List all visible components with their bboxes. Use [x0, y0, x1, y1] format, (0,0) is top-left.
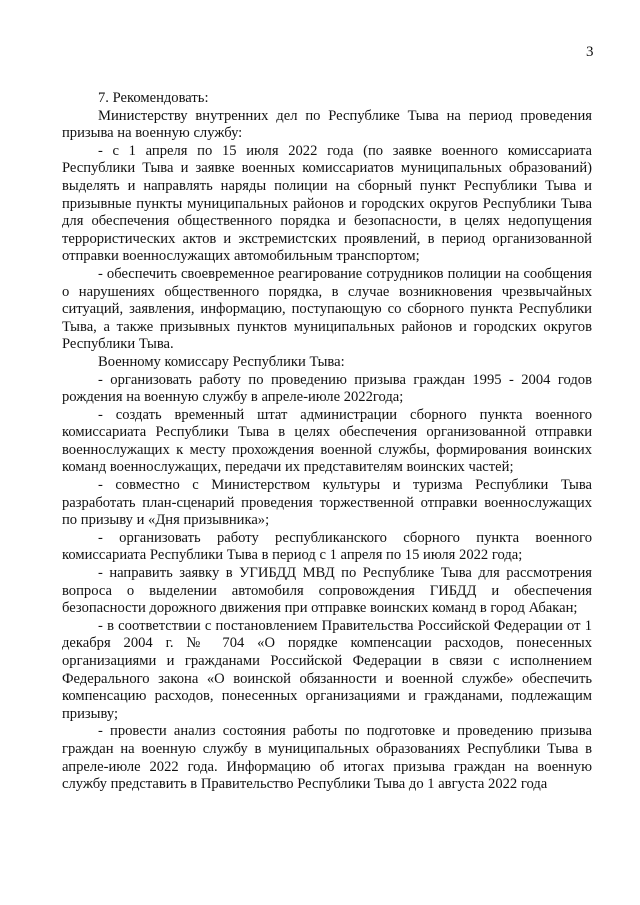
- paragraph-item: - организовать работу по проведению призыва граждан 1995 - 2004 годов рождения на военную службу в апреле-июле 2022года;: [62, 371, 592, 406]
- paragraph-item: - в соответствии с постановлением Правительства Российской Федерации от 1 декабря 2004 г. № 704 «О порядке компенсации расходов, понесенных организациями и гражданами Российской Федерации в связи с исполнением Федерального закона «О воинской обязанности и военной службе» обеспечить компенсацию расходов, понесенных организациями и гражданами, подлежащим призыву;: [62, 617, 592, 722]
- paragraph-item: - создать временный штат администрации сборного пункта военного комиссариата Республики Тыва в целях обеспечения организованной отправки военнослужащих к месту прохождения военной службы, формирования воинских команд военнослужащих, передачи их представителям воинских частей;: [62, 406, 592, 476]
- section-heading: 7. Рекомендовать:: [98, 90, 209, 106]
- paragraph-item: - организовать работу республиканского сборного пункта военного комиссариата Республики Тыва в период с 1 апреля по 15 июля 2022 года;: [62, 529, 592, 564]
- paragraph-addressee-commissar: Военному комиссару Республики Тыва:: [98, 353, 345, 370]
- page-number: 3: [586, 44, 594, 60]
- paragraph-item: - направить заявку в УГИБДД МВД по Республике Тыва для рассмотрения вопроса о выделении автомобиля сопровождения ГИБДД и обеспечения безопасности дорожного движения при отправке воинских команд в город Абакан;: [62, 565, 592, 617]
- paragraph-item: - совместно с Министерством культуры и туризма Республики Тыва разработать план-сценарий проведения торжественной отправки военнослужащих по призыву и «Дня призывника»;: [62, 477, 592, 529]
- document-body: [62, 90, 592, 794]
- paragraph-item: - обеспечить своевременное реагирование сотрудников полиции на сообщения о нарушениях общественного порядка, в случае возникновения чрезвычайных ситуаций, заявления, информацию, поступающую со сборного пункта Республики Тыва, а также призывных пунктов муниципальных районов и городских округов Республики Тыва.: [62, 265, 592, 353]
- paragraph-item: - провести анализ состояния работы по подготовке и проведению призыва граждан на военную службу в муниципальных образованиях Республики Тыва в апреле-июле 2022 года. Информацию об итогах призыва граждан на военную службу представить в Правительство Республики Тыва до 1 августа 2022 года: [62, 723, 592, 793]
- paragraph-item: - с 1 апреля по 15 июля 2022 года (по заявке военного комиссариата Республики Тыва и заявке военных комиссариатов муниципальных образований) выделять и направлять наряды полиции на сборный пункт Республики Тыва и призывные пункты муниципальных районов и городских округов Республики Тыва для обеспечения общественного порядка и безопасности, в целях недопущения террористических актов и экстремистских проявлений, в период организованной отправки военнослужащих автомобильным транспортом;: [62, 142, 592, 265]
- paragraph-addressee-mvd: Министерству внутренних дел по Республике Тыва на период проведения призыва на военную службу:: [62, 107, 592, 142]
